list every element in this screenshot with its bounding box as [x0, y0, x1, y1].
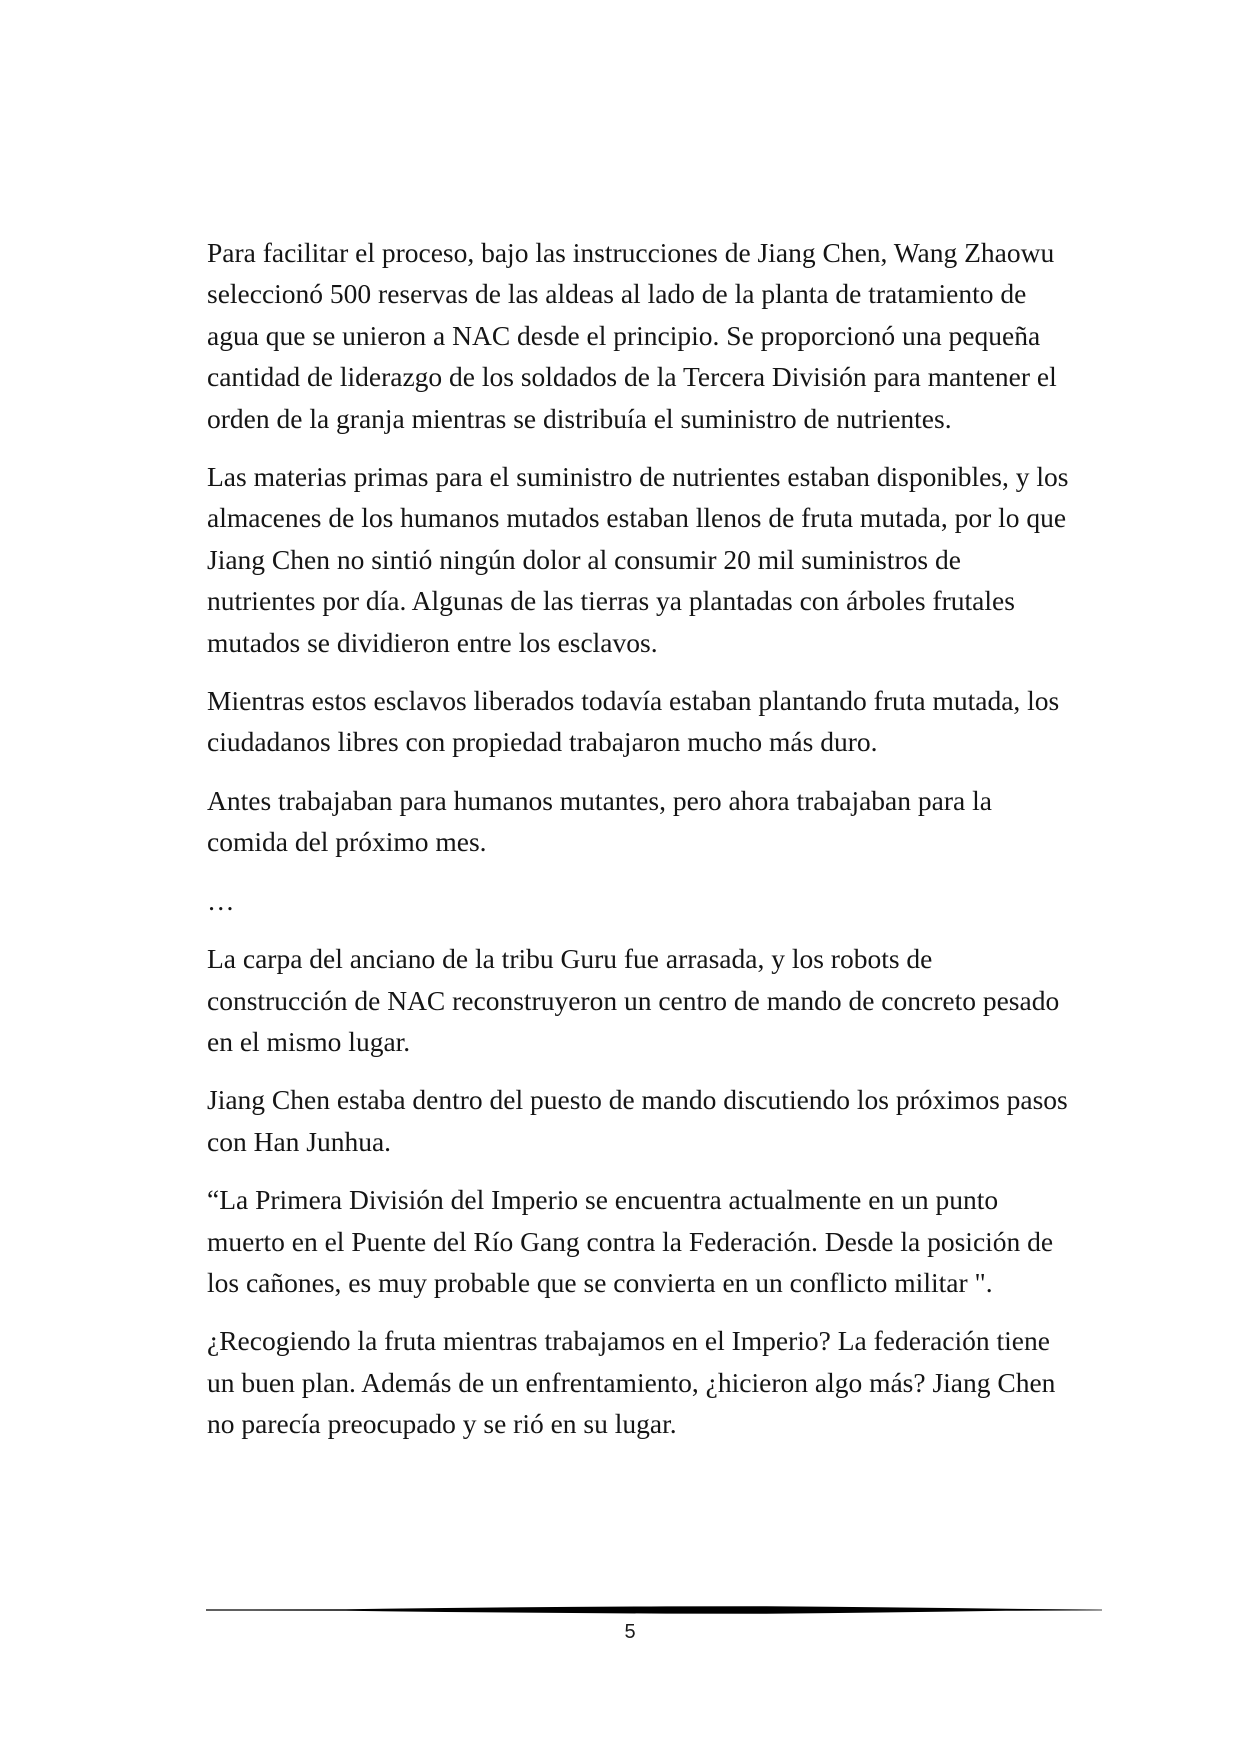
- footer-divider: [206, 1601, 1102, 1619]
- paragraph: La carpa del anciano de la tribu Guru fue arrasada, y los robots de construcción de NAC reconstruyeron un centro de mando de concreto pesado en el mismo lugar.: [207, 943, 1060, 1057]
- page-number: 5: [624, 1621, 636, 1643]
- scene-break: …: [207, 884, 235, 916]
- body-text: [207, 232, 1072, 1462]
- footer-divider-stroke: [206, 1606, 1102, 1614]
- paragraph: Para facilitar el proceso, bajo las instrucciones de Jiang Chen, Wang Zhaowu seleccionó 500 reservas de las aldeas al lado de la planta de tratamiento de agua que se unieron a NAC desde el principio. Se proporcionó una pequeña cantidad de liderazgo de los soldados de la Tercera División para mantener el orden de la granja mientras se distribuía el suministro de nutrientes.: [207, 237, 1057, 434]
- paragraph: Jiang Chen estaba dentro del puesto de mando discutiendo los próximos pasos con Han Junhua.: [207, 1084, 1068, 1157]
- paragraph: Mientras estos esclavos liberados todavía estaban plantando fruta mutada, los ciudadanos libres con propiedad trabajaron mucho más duro.: [207, 685, 1060, 758]
- paragraph: Antes trabajaban para humanos mutantes, pero ahora trabajaban para la comida del próximo mes.: [207, 784, 992, 858]
- paragraph: Las materias primas para el suministro de nutrientes estaban disponibles, y los almacenes de los humanos mutados estaban llenos de fruta mutada, por lo que Jiang Chen no sintió ningún dolor al consumir 20 mil suministros de nutrientes por día. Algunas de las tierras ya plantadas con árboles frutales mutados se dividieron entre los esclavos.: [207, 461, 1069, 658]
- paragraph: “La Primera División del Imperio se encuentra actualmente en un punto muerto en el Puente del Río Gang contra la Federación. Desde la posición de los cañones, es muy probable que se convierta en un conflicto militar ".: [207, 1184, 1054, 1298]
- paragraph: ¿Recogiendo la fruta mientras trabajamos en el Imperio? La federación tiene un buen plan. Además de un enfrentamiento, ¿hicieron algo más? Jiang Chen no parecía preocupado y se rió en su lugar.: [207, 1325, 1056, 1440]
